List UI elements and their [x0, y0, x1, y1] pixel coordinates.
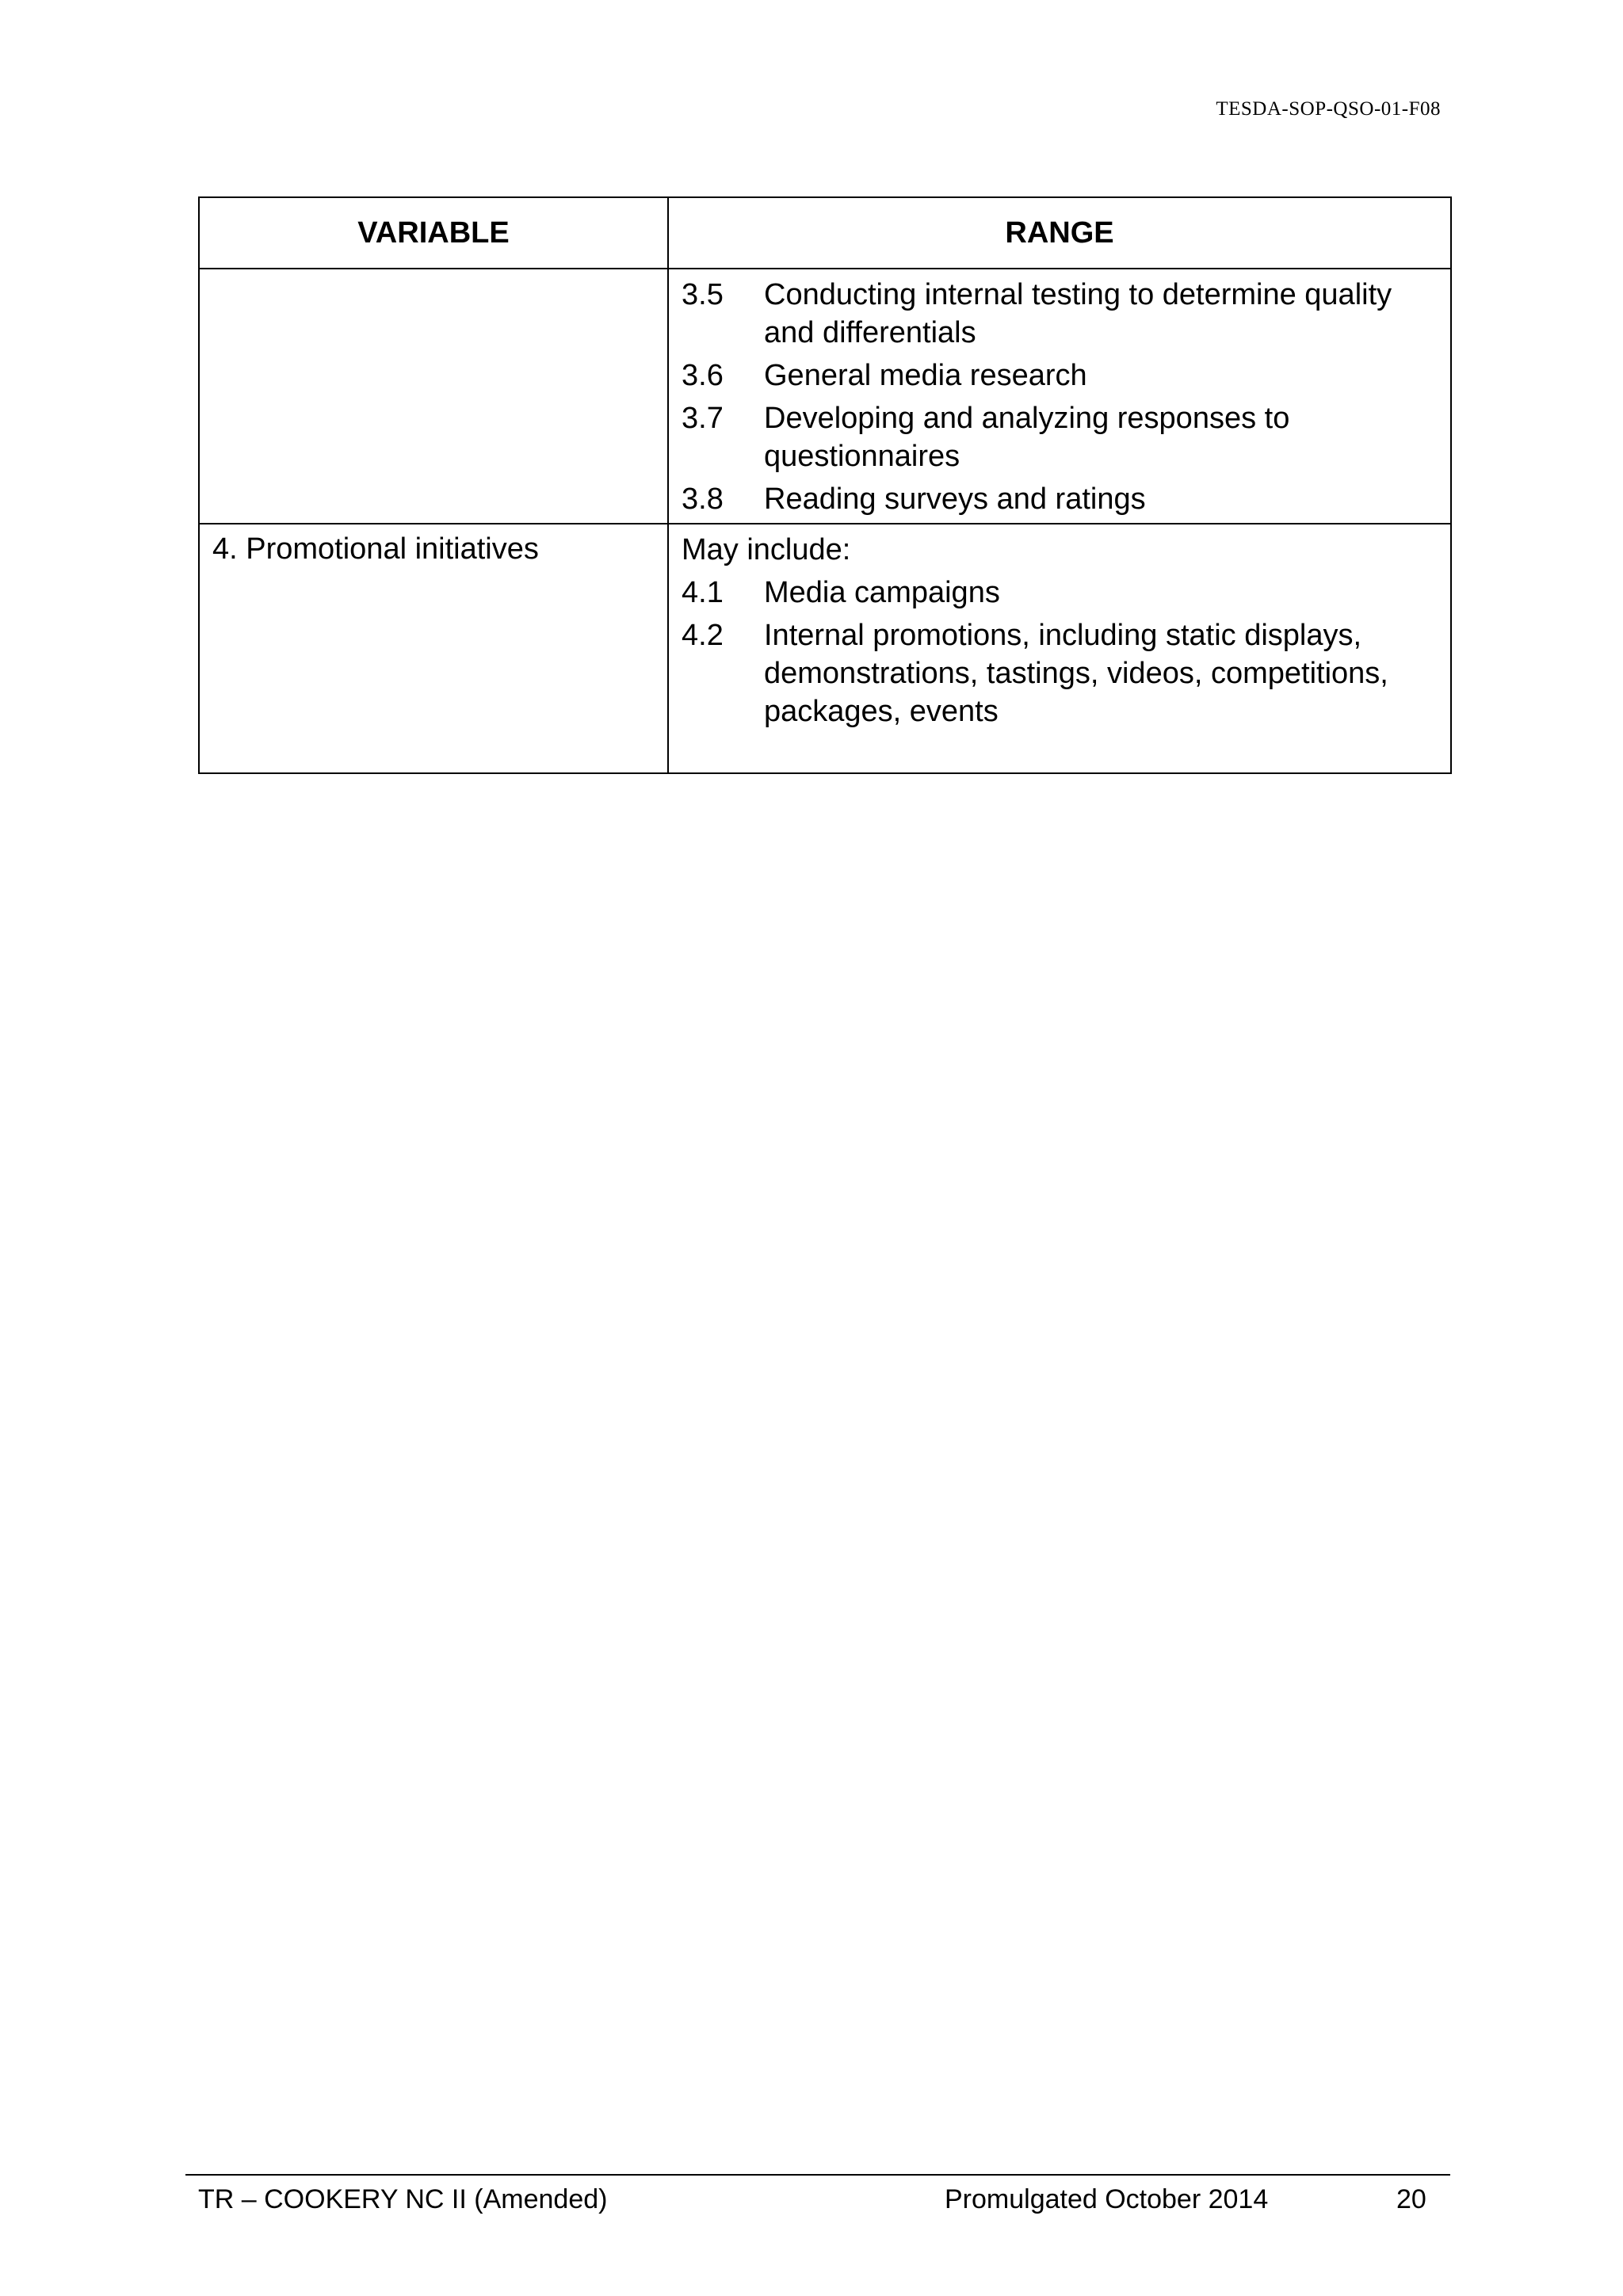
list-item [682, 616, 1438, 730]
footer-divider [185, 2174, 1450, 2176]
list-item [682, 574, 1438, 612]
variable-range-table [198, 196, 1452, 774]
item-number: 3.5 [682, 278, 724, 311]
item-number: 3.6 [682, 359, 724, 392]
item-number: 4.2 [682, 619, 724, 652]
item-text: Developing and analyzing responses to questionnaires [764, 402, 1290, 473]
header-range: RANGE [668, 197, 1451, 269]
list-item [682, 480, 1438, 518]
item-text: Conducting internal testing to determine quality and differentials [764, 278, 1392, 349]
footer-title: TR – COOKERY NC II (Amended) [198, 2184, 608, 2214]
table-row [199, 269, 1451, 524]
list-item [682, 399, 1438, 475]
range-cell [668, 269, 1451, 524]
list-item [682, 276, 1438, 352]
table-header-row [199, 197, 1451, 269]
item-number: 3.7 [682, 402, 724, 435]
table-row [199, 524, 1451, 773]
item-text: General media research [764, 359, 1087, 392]
page-number: 20 [1396, 2184, 1426, 2214]
footer-promulgation-date: Promulgated October 2014 [945, 2184, 1269, 2214]
range-cell [668, 524, 1451, 773]
variable-cell: 4. Promotional initiatives [199, 524, 668, 773]
item-text: Media campaigns [764, 576, 1000, 609]
range-intro: May include: [682, 533, 851, 566]
item-text: Internal promotions, including static displays, demonstrations, tastings, videos, competitions, packages, events [764, 619, 1388, 728]
item-number: 4.1 [682, 576, 724, 609]
item-number: 3.8 [682, 482, 724, 516]
item-text: Reading surveys and ratings [764, 482, 1146, 516]
document-code: TESDA-SOP-QSO-01-F08 [1216, 98, 1441, 120]
list-item [682, 357, 1438, 395]
header-variable: VARIABLE [199, 197, 668, 269]
variable-cell [199, 269, 668, 524]
